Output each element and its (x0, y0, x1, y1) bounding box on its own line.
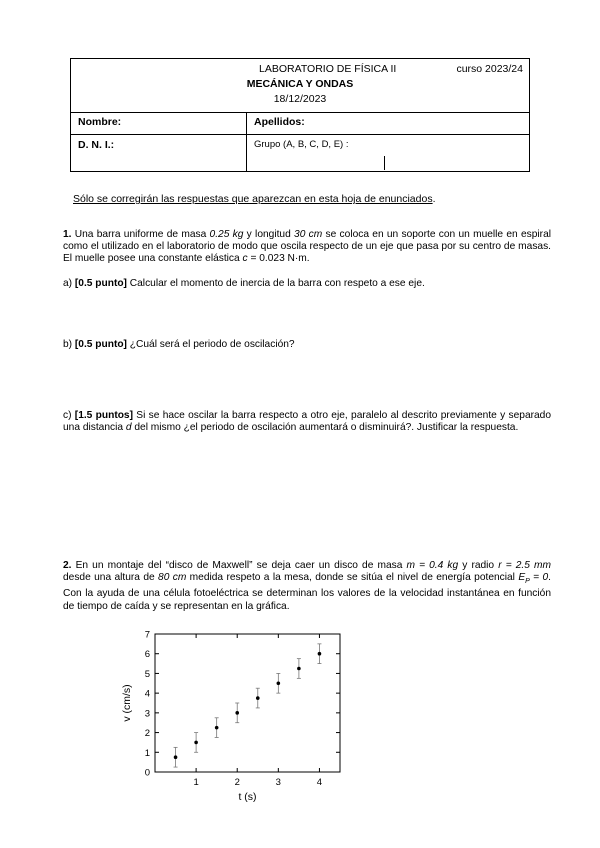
q1-number: 1. (63, 229, 72, 240)
y-tick-label: 2 (144, 728, 150, 740)
q2-mass: m = 0.4 kg (406, 560, 459, 571)
text-cursor (384, 156, 385, 170)
q2-text-c: desde una altura de (63, 572, 159, 584)
q1a-points: [0.5 punto] (74, 278, 127, 289)
q1-text-a: Una barra uniforme de masa (71, 229, 210, 240)
data-point (297, 667, 301, 671)
q2-number: 2. (63, 560, 72, 571)
name-row (71, 112, 529, 135)
q1-text-c: se coloca en un soporte con un muelle en espiral como el utilizado en el laboratorio de modo que oscila respecto de un eje que pasa por su centro de masas. El muelle posee una constante elástica (63, 229, 551, 265)
q2-ep-subscript: P (525, 578, 530, 586)
grading-notice (73, 193, 436, 205)
q1-c-symbol: c (242, 253, 248, 265)
q2-height: 80 cm (158, 572, 187, 584)
dni-row (71, 134, 529, 171)
y-tick-label: 0 (144, 767, 150, 779)
q2-text-a: En un montaje del “disco de Maxwell” se deja caer un disco de masa (71, 560, 407, 571)
q1c-d-symbol: d (125, 422, 132, 434)
q1-text-d: = 0.023 N·m. (247, 253, 310, 265)
data-points (174, 644, 322, 767)
q2-text-b: y radio (458, 560, 499, 571)
question-1c (63, 410, 551, 434)
q2-ep-symbol: E (518, 572, 526, 584)
x-axis-label: t (s) (238, 791, 257, 803)
y-tick-label: 7 (144, 629, 150, 641)
q2-radius: r = 2.5 mm (498, 560, 551, 571)
q2-text-d: medida respeto a la mesa, donde se sitúa el nivel de energía potencial (186, 572, 519, 584)
header-table (70, 58, 530, 172)
q1b-letter: b) (63, 339, 75, 350)
q1c-text-b: del mismo ¿el periodo de oscilación aumentará o disminuirá?. Justificar la respuesta. (131, 422, 519, 434)
q2-ep-value: = 0 (529, 572, 549, 584)
q1-text-b: y longitud (243, 229, 295, 240)
q2-text-e: . Con la ayuda de una célula fotoeléctrica se determinan los valores de la velocidad instantánea en función de tiempo de caída y se representan en la gráfica. (63, 572, 551, 612)
x-tick-label: 1 (193, 777, 199, 788)
plot-frame (155, 634, 340, 772)
data-point (194, 741, 198, 745)
data-point (174, 755, 178, 759)
x-tick-label: 2 (234, 777, 240, 788)
y-axis-ticks (145, 630, 340, 779)
dni-label: D. N. I.: (78, 139, 115, 151)
q1a-letter: a) (63, 278, 75, 289)
course-year: curso 2023/24 (456, 63, 523, 75)
question-1-statement (63, 229, 551, 266)
y-tick-label: 6 (144, 649, 150, 661)
x-axis-ticks (193, 634, 322, 788)
x-tick-label: 4 (316, 777, 323, 788)
column-divider (246, 112, 247, 171)
q2-ep (518, 572, 549, 586)
notice-text: Sólo se corregirán las respuestas que aparezcan en esta hoja de enunciados (73, 193, 433, 205)
data-point (277, 681, 281, 685)
q1c-points: [1.5 puntos] (74, 410, 133, 421)
data-point (235, 711, 239, 715)
data-point (318, 652, 322, 656)
q1-length: 30 cm (294, 229, 323, 240)
q1c-letter: c) (63, 410, 75, 421)
header-title-row (71, 59, 529, 113)
data-point (215, 726, 219, 730)
q1a-text: Calcular el momento de inercia de la barra con respeto a ese eje. (126, 278, 425, 289)
q1b-points: [0.5 punto] (74, 339, 127, 350)
q1c-text-a: Si se hace oscilar la barra respecto a otro eje, paralelo al descrito previamente y separado una distancia (63, 410, 551, 434)
notice-end: . (432, 193, 436, 205)
lab-title: LABORATORIO DE FÍSICA II (259, 63, 397, 75)
velocity-chart (110, 622, 350, 807)
y-tick-label: 4 (144, 688, 150, 700)
y-axis-label: v (cm/s) (121, 684, 133, 722)
q1b-text: ¿Cuál será el periodo de oscilación? (126, 339, 295, 350)
velocity-chart-svg (110, 622, 350, 807)
q1-mass: 0.25 kg (209, 229, 244, 240)
grupo-label: Grupo (A, B, C, D, E) : (254, 139, 349, 150)
question-1b (63, 339, 551, 351)
subject-title: MECÁNICA Y ONDAS (246, 78, 354, 90)
nombre-label: Nombre: (78, 116, 122, 128)
exam-date: 18/12/2023 (273, 93, 327, 105)
question-1a (63, 278, 551, 290)
y-tick-label: 3 (144, 708, 150, 720)
data-point (256, 696, 260, 700)
y-tick-label: 1 (144, 747, 150, 759)
apellidos-label: Apellidos: (254, 116, 305, 128)
question-2-statement (63, 560, 551, 613)
y-tick-label: 5 (144, 668, 150, 680)
x-tick-label: 3 (275, 777, 281, 788)
